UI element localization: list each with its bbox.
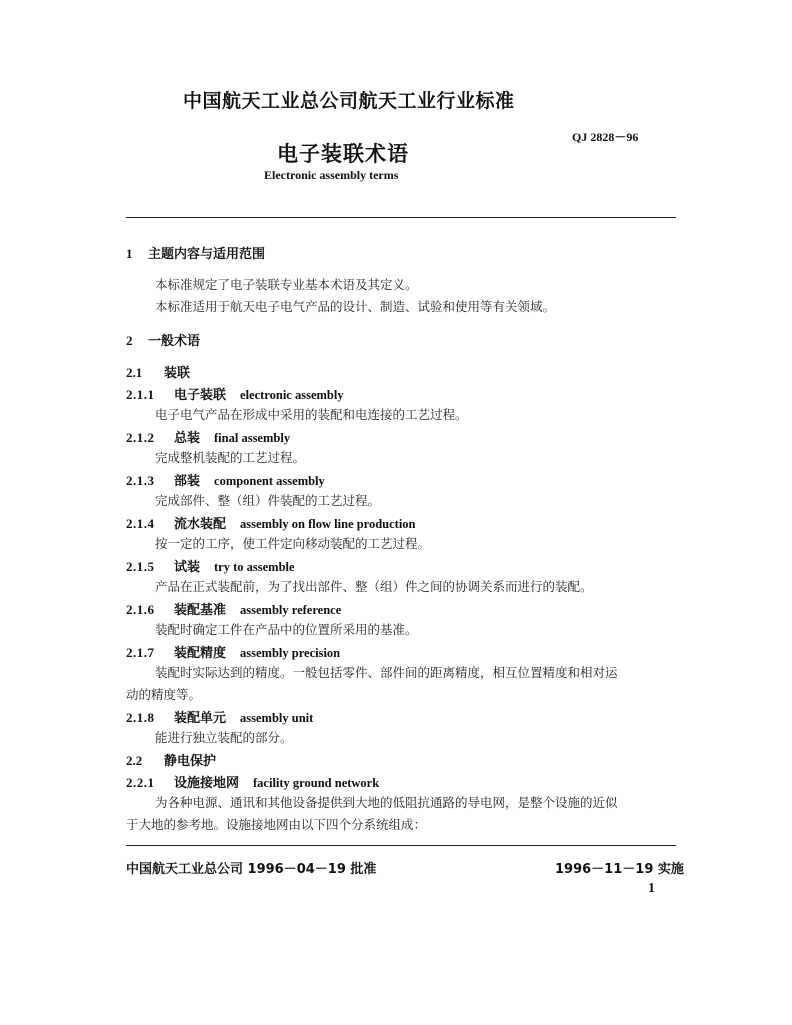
subsection-title: 静电保护: [164, 754, 217, 769]
term-number: 2.1.4: [126, 516, 155, 531]
term-english: electronic assembly: [240, 388, 344, 402]
term-number: 2.1.1: [126, 387, 155, 402]
term-number: 2.1.5: [126, 559, 155, 574]
term-2-1-6: [126, 599, 341, 618]
term-2-2-1: [126, 772, 379, 791]
term-2-1-3: [126, 470, 325, 489]
term-english: assembly precision: [240, 646, 341, 660]
section-number: 1: [126, 246, 133, 261]
section-title: 一般术语: [148, 334, 201, 349]
header-divider: [126, 217, 676, 218]
section-1-paragraph-2: 本标准适用于航天电子电气产品的设计、制造、试验和使用等有关领域。: [155, 299, 556, 314]
term-definition: 装配时确定工件在产品中的位置所采用的基准。: [155, 622, 418, 637]
term-english: try to assemble: [214, 560, 295, 574]
term-chinese: 试装: [174, 560, 201, 575]
term-definition: 能进行独立装配的部分。: [155, 730, 293, 745]
term-english: assembly unit: [240, 711, 314, 725]
term-definition: 装配时实际达到的精度。一般包括零件、部件间的距离精度，相互位置精度和相对运: [155, 665, 618, 680]
term-definition: 为各种电源、通讯和其他设备提供到大地的低阻抗通路的导电网，是整个设施的近似: [155, 795, 618, 810]
section-1-paragraph-1: 本标准规定了电子装联专业基本术语及其定义。: [155, 277, 418, 292]
term-definition-continuation: 于大地的参考地。设施接地网由以下四个分系统组成：: [126, 817, 427, 832]
footer-divider: [126, 845, 676, 846]
term-number: 2.1.2: [126, 430, 155, 445]
term-number: 2.1.6: [126, 602, 155, 617]
issuing-organization-title: 中国航天工业总公司航天工业行业标准: [183, 90, 515, 112]
term-2-1-8: [126, 707, 313, 726]
term-chinese: 装配基准: [174, 603, 227, 618]
term-number: 2.2.1: [126, 775, 155, 790]
term-definition: 完成整机装配的工艺过程。: [155, 450, 306, 465]
section-title: 主题内容与适用范围: [148, 247, 266, 262]
section-1-heading: [126, 243, 265, 262]
term-english: assembly on flow line production: [240, 517, 416, 531]
implementation-date: 1996－11－19 实施: [555, 862, 684, 877]
term-2-1-2: [126, 427, 290, 446]
term-definition: 完成部件、整（组）件装配的工艺过程。: [155, 493, 381, 508]
term-chinese: 流水装配: [174, 517, 227, 532]
page-number: 1: [648, 881, 655, 896]
term-chinese: 部装: [174, 474, 201, 489]
subsection-title: 装联: [164, 366, 191, 381]
term-2-1-4: [126, 513, 416, 532]
term-english: final assembly: [214, 431, 291, 445]
subsection-number: 2.2: [126, 753, 143, 768]
document-title-chinese: 电子装联术语: [277, 142, 409, 166]
term-chinese: 总装: [174, 431, 201, 446]
section-2-heading: [126, 330, 200, 349]
term-chinese: 装配单元: [174, 711, 227, 726]
term-english: assembly reference: [240, 603, 342, 617]
term-chinese: 装配精度: [174, 646, 227, 661]
term-number: 2.1.3: [126, 473, 155, 488]
standard-code: QJ 2828－96: [572, 130, 639, 144]
term-chinese: 电子装联: [174, 388, 227, 403]
document-title-english: Electronic assembly terms: [264, 168, 399, 182]
term-2-1-1: [126, 384, 344, 403]
term-definition: 产品在正式装配前，为了找出部件、整（组）件之间的协调关系而进行的装配。: [155, 579, 593, 594]
term-2-1-5: [126, 556, 295, 575]
subsection-number: 2.1: [126, 365, 143, 380]
term-definition: 按一定的工序，使工件定向移动装配的工艺过程。: [155, 536, 431, 551]
term-number: 2.1.7: [126, 645, 155, 660]
term-2-1-7: [126, 642, 340, 661]
term-chinese: 设施接地网: [174, 776, 240, 791]
subsection-2-2-heading: [126, 750, 216, 769]
section-number: 2: [126, 333, 133, 348]
term-english: component assembly: [214, 474, 325, 488]
approval-date: 中国航天工业总公司 1996－04－19 批准: [126, 862, 377, 877]
term-definition-continuation: 动的精度等。: [126, 687, 202, 702]
term-english: facility ground network: [253, 776, 380, 790]
term-number: 2.1.8: [126, 710, 155, 725]
term-definition: 电子电气产品在形成中采用的装配和电连接的工艺过程。: [155, 407, 468, 422]
subsection-2-1-heading: [126, 362, 190, 381]
